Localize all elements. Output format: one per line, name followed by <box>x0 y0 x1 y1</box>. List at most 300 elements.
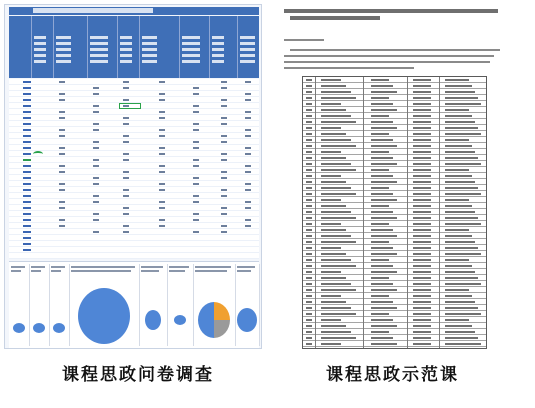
table-cell-placeholder <box>321 223 341 225</box>
table-cell-placeholder <box>413 235 431 237</box>
table-cell-placeholder <box>306 151 312 153</box>
cell-value-placeholder <box>59 183 65 185</box>
pie-slice <box>214 320 230 338</box>
header-text-placeholder <box>90 60 108 63</box>
cell-value-placeholder <box>245 81 251 83</box>
cell-value-placeholder <box>221 105 227 107</box>
cell-value-placeholder <box>159 93 165 95</box>
table-cell-placeholder <box>321 103 341 105</box>
table-cell-placeholder <box>371 97 389 99</box>
cell-value-placeholder <box>123 159 129 161</box>
row-label-placeholder <box>23 201 31 203</box>
cell-value-placeholder <box>123 99 129 101</box>
cell-value-placeholder <box>221 225 227 227</box>
table-cell-placeholder <box>413 97 431 99</box>
header-text-placeholder <box>142 54 157 57</box>
row-label-placeholder <box>23 207 31 209</box>
header-text-placeholder <box>212 54 224 57</box>
survey-pie-chart <box>167 264 193 346</box>
table-cell-placeholder <box>445 169 469 171</box>
table-cell-placeholder <box>413 223 431 225</box>
cell-value-placeholder <box>221 99 227 101</box>
row-label-placeholder <box>23 249 31 251</box>
table-cell-placeholder <box>306 127 312 129</box>
header-text-placeholder <box>212 60 224 63</box>
table-cell-placeholder <box>445 289 469 291</box>
cell-value-placeholder <box>93 201 99 203</box>
table-cell-placeholder <box>321 283 351 285</box>
table-cell-placeholder <box>445 301 475 303</box>
cell-value-placeholder <box>59 219 65 221</box>
table-cell-placeholder <box>306 181 312 183</box>
table-cell-placeholder <box>371 289 397 291</box>
row-label-placeholder <box>23 129 31 131</box>
table-cell-placeholder <box>413 229 431 231</box>
cell-value-placeholder <box>93 165 99 167</box>
table-cell-placeholder <box>306 115 312 117</box>
table-cell-placeholder <box>445 223 481 225</box>
table-cell-placeholder <box>445 115 472 117</box>
table-cell-placeholder <box>321 265 356 267</box>
table-cell-placeholder <box>371 169 389 171</box>
header-text-placeholder <box>142 42 157 45</box>
cell-value-placeholder <box>193 195 199 197</box>
table-cell-placeholder <box>321 295 341 297</box>
table-cell-placeholder <box>306 253 312 255</box>
survey-pie-chart <box>193 264 235 346</box>
pie-slice <box>214 302 230 320</box>
cell-value-placeholder <box>59 93 65 95</box>
table-cell-placeholder <box>413 259 431 261</box>
row-label-placeholder <box>23 177 31 179</box>
table-column-divider <box>407 77 408 348</box>
table-cell-placeholder <box>371 295 389 297</box>
table-cell-placeholder <box>371 115 389 117</box>
cell-value-placeholder <box>245 201 251 203</box>
table-cell-placeholder <box>413 313 431 315</box>
header-text-placeholder <box>120 48 132 51</box>
table-cell-placeholder <box>413 193 431 195</box>
table-cell-placeholder <box>321 133 346 135</box>
survey-pie-chart <box>235 264 259 346</box>
row-label-placeholder <box>23 171 31 173</box>
caption-demo-course: 课程思政示范课 <box>326 365 459 385</box>
cell-value-placeholder <box>221 231 227 233</box>
cell-value-placeholder <box>221 141 227 143</box>
cell-value-placeholder <box>221 195 227 197</box>
table-cell-placeholder <box>445 319 469 321</box>
cell-value-placeholder <box>245 93 251 95</box>
cell-value-placeholder <box>93 195 99 197</box>
table-cell-placeholder <box>413 187 431 189</box>
table-cell-placeholder <box>413 211 431 213</box>
table-cell-placeholder <box>371 139 393 141</box>
table-cell-placeholder <box>371 163 397 165</box>
cell-value-placeholder <box>221 213 227 215</box>
cell-value-placeholder <box>123 135 129 137</box>
table-cell-placeholder <box>413 133 431 135</box>
cell-value-placeholder <box>193 165 199 167</box>
header-text-placeholder <box>120 36 132 39</box>
cell-value-placeholder <box>123 123 129 125</box>
cell-value-placeholder <box>159 99 165 101</box>
table-cell-placeholder <box>321 139 351 141</box>
table-cell-placeholder <box>306 205 312 207</box>
table-cell-placeholder <box>445 121 475 123</box>
cell-value-placeholder <box>221 153 227 155</box>
cell-value-placeholder <box>159 81 165 83</box>
table-cell-placeholder <box>413 127 431 129</box>
table-cell-placeholder <box>371 301 393 303</box>
cell-value-placeholder <box>221 207 227 209</box>
header-text-placeholder <box>142 60 157 63</box>
cell-value-placeholder <box>221 159 227 161</box>
table-cell-placeholder <box>306 337 312 339</box>
table-cell-placeholder <box>413 205 431 207</box>
table-cell-placeholder <box>445 163 481 165</box>
table-cell-placeholder <box>445 157 478 159</box>
table-cell-placeholder <box>413 265 431 267</box>
table-cell-placeholder <box>445 133 481 135</box>
table-cell-placeholder <box>321 199 341 201</box>
cell-value-placeholder <box>59 165 65 167</box>
table-cell-placeholder <box>445 85 472 87</box>
table-cell-placeholder <box>413 109 431 111</box>
header-text-placeholder <box>212 36 224 39</box>
table-cell-placeholder <box>445 229 469 231</box>
table-cell-placeholder <box>445 277 478 279</box>
table-cell-placeholder <box>306 259 312 261</box>
table-cell-placeholder <box>321 145 356 147</box>
cell-value-placeholder <box>123 81 129 83</box>
survey-chart-panel <box>193 264 236 346</box>
table-cell-placeholder <box>371 205 389 207</box>
cell-value-placeholder <box>245 165 251 167</box>
table-cell-placeholder <box>413 325 431 327</box>
header-text-placeholder <box>240 36 255 39</box>
cell-value-placeholder <box>159 207 165 209</box>
table-cell-placeholder <box>306 163 312 165</box>
table-cell-placeholder <box>321 115 351 117</box>
cell-value-placeholder <box>93 213 99 215</box>
cell-value-placeholder <box>245 153 251 155</box>
cell-value-placeholder <box>59 99 65 101</box>
table-cell-placeholder <box>445 235 472 237</box>
cell-value-placeholder <box>123 153 129 155</box>
cell-value-placeholder <box>93 219 99 221</box>
table-cell-placeholder <box>306 235 312 237</box>
table-cell-placeholder <box>413 163 431 165</box>
table-cell-placeholder <box>321 277 346 279</box>
cell-value-placeholder <box>193 159 199 161</box>
table-cell-placeholder <box>445 265 472 267</box>
table-cell-placeholder <box>306 217 312 219</box>
row-label-placeholder <box>23 243 31 245</box>
row-label-placeholder <box>23 87 31 89</box>
cell-value-placeholder <box>123 171 129 173</box>
table-cell-placeholder <box>321 121 356 123</box>
table-cell-placeholder <box>413 157 431 159</box>
cell-value-placeholder <box>221 123 227 125</box>
table-cell-placeholder <box>371 343 397 345</box>
cell-value-placeholder <box>245 129 251 131</box>
header-text-placeholder <box>182 60 200 63</box>
pie-slice <box>53 323 65 333</box>
header-text-placeholder <box>240 42 255 45</box>
table-cell-placeholder <box>445 307 478 309</box>
row-label-placeholder <box>23 141 31 143</box>
survey-chart-panel <box>69 264 140 346</box>
table-cell-placeholder <box>413 139 431 141</box>
table-cell-placeholder <box>306 187 312 189</box>
header-column-divider <box>31 16 32 78</box>
survey-chart-panel <box>29 264 50 346</box>
pie-slice <box>78 288 130 344</box>
cell-value-placeholder <box>123 105 129 107</box>
table-cell-placeholder <box>306 91 312 93</box>
table-cell-placeholder <box>413 331 431 333</box>
row-label-placeholder <box>23 159 31 161</box>
row-label-placeholder <box>23 189 31 191</box>
header-text-placeholder <box>182 42 200 45</box>
table-cell-placeholder <box>413 289 431 291</box>
table-cell-placeholder <box>445 343 481 345</box>
row-label-placeholder <box>23 225 31 227</box>
header-text-placeholder <box>56 60 71 63</box>
table-cell-placeholder <box>371 235 397 237</box>
cell-value-placeholder <box>193 111 199 113</box>
row-label-placeholder <box>23 231 31 233</box>
survey-chart-panel <box>139 264 168 346</box>
survey-pie-chart <box>139 264 167 346</box>
cell-value-placeholder <box>59 129 65 131</box>
table-cell-placeholder <box>306 157 312 159</box>
table-cell-placeholder <box>445 241 475 243</box>
cell-value-placeholder <box>159 117 165 119</box>
survey-pie-chart <box>29 264 49 346</box>
header-text-placeholder <box>240 48 255 51</box>
table-column-divider <box>439 77 440 348</box>
course-document-screenshot <box>270 3 528 349</box>
table-cell-placeholder <box>371 247 393 249</box>
header-text-placeholder <box>34 42 46 45</box>
pie-slice <box>13 323 25 333</box>
cell-value-placeholder <box>221 189 227 191</box>
table-cell-placeholder <box>413 115 431 117</box>
table-cell-placeholder <box>371 283 393 285</box>
cell-value-placeholder <box>193 201 199 203</box>
header-text-placeholder <box>182 36 200 39</box>
table-cell-placeholder <box>445 211 475 213</box>
table-cell-placeholder <box>413 277 431 279</box>
table-cell-placeholder <box>371 319 393 321</box>
cell-value-placeholder <box>59 189 65 191</box>
pie-slice <box>198 302 214 338</box>
cell-value-placeholder <box>193 177 199 179</box>
table-cell-placeholder <box>371 175 393 177</box>
table-cell-placeholder <box>371 253 397 255</box>
table-cell-placeholder <box>306 103 312 105</box>
cell-value-placeholder <box>93 141 99 143</box>
table-cell-placeholder <box>413 175 431 177</box>
table-cell-placeholder <box>371 331 389 333</box>
table-cell-placeholder <box>306 331 312 333</box>
table-cell-placeholder <box>445 205 472 207</box>
cell-value-placeholder <box>159 147 165 149</box>
table-cell-placeholder <box>306 139 312 141</box>
table-cell-placeholder <box>306 301 312 303</box>
table-cell-placeholder <box>371 259 389 261</box>
cell-value-placeholder <box>245 207 251 209</box>
row-label-placeholder <box>23 81 31 83</box>
table-column-divider <box>363 77 364 348</box>
row-label-placeholder <box>23 93 31 95</box>
header-text-placeholder <box>240 54 255 57</box>
table-cell-placeholder <box>413 319 431 321</box>
table-cell-placeholder <box>321 301 346 303</box>
table-cell-placeholder <box>445 259 469 261</box>
table-cell-placeholder <box>371 121 393 123</box>
document-title-line <box>284 9 498 13</box>
survey-pie-chart <box>69 264 139 346</box>
table-cell-placeholder <box>445 145 472 147</box>
cell-value-placeholder <box>245 189 251 191</box>
cell-value-placeholder <box>59 201 65 203</box>
header-text-placeholder <box>34 54 46 57</box>
table-cell-placeholder <box>413 271 431 273</box>
row-label-placeholder <box>23 99 31 101</box>
table-cell-placeholder <box>445 193 481 195</box>
document-text-line <box>290 49 500 51</box>
survey-chart-panel <box>9 264 30 346</box>
table-cell-placeholder <box>413 121 431 123</box>
table-cell-placeholder <box>371 265 393 267</box>
table-cell-placeholder <box>371 271 397 273</box>
cell-value-placeholder <box>93 183 99 185</box>
table-cell-placeholder <box>371 211 393 213</box>
table-cell-placeholder <box>445 151 475 153</box>
header-text-placeholder <box>240 60 255 63</box>
table-cell-placeholder <box>321 253 346 255</box>
table-cell-placeholder <box>371 79 389 81</box>
cell-value-placeholder <box>123 87 129 89</box>
cell-value-placeholder <box>193 141 199 143</box>
cell-value-placeholder <box>245 99 251 101</box>
table-cell-placeholder <box>371 337 393 339</box>
header-text-placeholder <box>120 42 132 45</box>
header-text-placeholder <box>212 48 224 51</box>
row-label-placeholder <box>23 105 31 107</box>
table-cell-placeholder <box>306 313 312 315</box>
table-column-divider <box>315 77 316 348</box>
table-cell-placeholder <box>321 175 341 177</box>
survey-chart-panel <box>49 264 70 346</box>
cell-value-placeholder <box>221 117 227 119</box>
cell-value-placeholder <box>245 183 251 185</box>
table-cell-placeholder <box>445 175 472 177</box>
table-cell-placeholder <box>445 313 481 315</box>
table-cell-placeholder <box>321 109 346 111</box>
table-cell-placeholder <box>413 181 431 183</box>
table-cell-placeholder <box>321 91 351 93</box>
table-cell-placeholder <box>306 271 312 273</box>
header-text-placeholder <box>90 42 108 45</box>
table-cell-placeholder <box>413 103 431 105</box>
table-cell-placeholder <box>371 109 397 111</box>
cell-value-placeholder <box>59 117 65 119</box>
table-cell-placeholder <box>413 343 431 345</box>
table-cell-placeholder <box>321 259 351 261</box>
header-text-placeholder <box>212 42 224 45</box>
table-cell-placeholder <box>413 79 431 81</box>
table-cell-placeholder <box>321 97 356 99</box>
survey-pie-chart <box>9 264 29 346</box>
pie-slice <box>145 310 161 330</box>
table-cell-placeholder <box>413 151 431 153</box>
table-cell-placeholder <box>306 169 312 171</box>
table-cell-placeholder <box>321 163 351 165</box>
table-cell-placeholder <box>413 247 431 249</box>
cell-value-placeholder <box>93 231 99 233</box>
table-cell-placeholder <box>306 223 312 225</box>
header-column-divider <box>209 16 210 78</box>
survey-charts-strip <box>9 261 259 348</box>
cell-value-placeholder <box>93 87 99 89</box>
table-cell-placeholder <box>445 247 478 249</box>
row-label-placeholder <box>23 135 31 137</box>
cell-value-placeholder <box>245 111 251 113</box>
header-text-placeholder <box>90 54 108 57</box>
pie-slice <box>33 323 45 333</box>
table-cell-placeholder <box>371 325 397 327</box>
table-cell-placeholder <box>445 217 478 219</box>
table-cell-placeholder <box>413 145 431 147</box>
table-cell-placeholder <box>321 319 341 321</box>
row-label-placeholder <box>23 153 31 155</box>
cell-value-placeholder <box>193 183 199 185</box>
table-cell-placeholder <box>371 223 389 225</box>
table-cell-placeholder <box>306 325 312 327</box>
table-cell-placeholder <box>413 85 431 87</box>
pie-slice <box>174 315 186 325</box>
table-cell-placeholder <box>321 289 356 291</box>
cell-value-placeholder <box>93 147 99 149</box>
table-cell-placeholder <box>413 169 431 171</box>
cell-value-placeholder <box>193 213 199 215</box>
table-cell-placeholder <box>321 205 346 207</box>
row-label-placeholder <box>23 183 31 185</box>
table-cell-placeholder <box>321 343 341 345</box>
cell-value-placeholder <box>221 81 227 83</box>
table-cell-placeholder <box>306 295 312 297</box>
header-text-placeholder <box>120 60 132 63</box>
table-cell-placeholder <box>306 229 312 231</box>
table-cell-placeholder <box>306 265 312 267</box>
table-cell-placeholder <box>371 229 393 231</box>
table-cell-placeholder <box>321 229 346 231</box>
cell-value-placeholder <box>245 225 251 227</box>
table-cell-placeholder <box>321 337 356 339</box>
cell-value-placeholder <box>159 201 165 203</box>
table-cell-placeholder <box>445 331 475 333</box>
sheet-title-text <box>33 8 153 13</box>
table-cell-placeholder <box>321 193 356 195</box>
table-cell-placeholder <box>306 307 312 309</box>
table-cell-placeholder <box>413 91 431 93</box>
cell-value-placeholder <box>123 231 129 233</box>
cell-value-placeholder <box>245 219 251 221</box>
table-cell-placeholder <box>321 217 356 219</box>
